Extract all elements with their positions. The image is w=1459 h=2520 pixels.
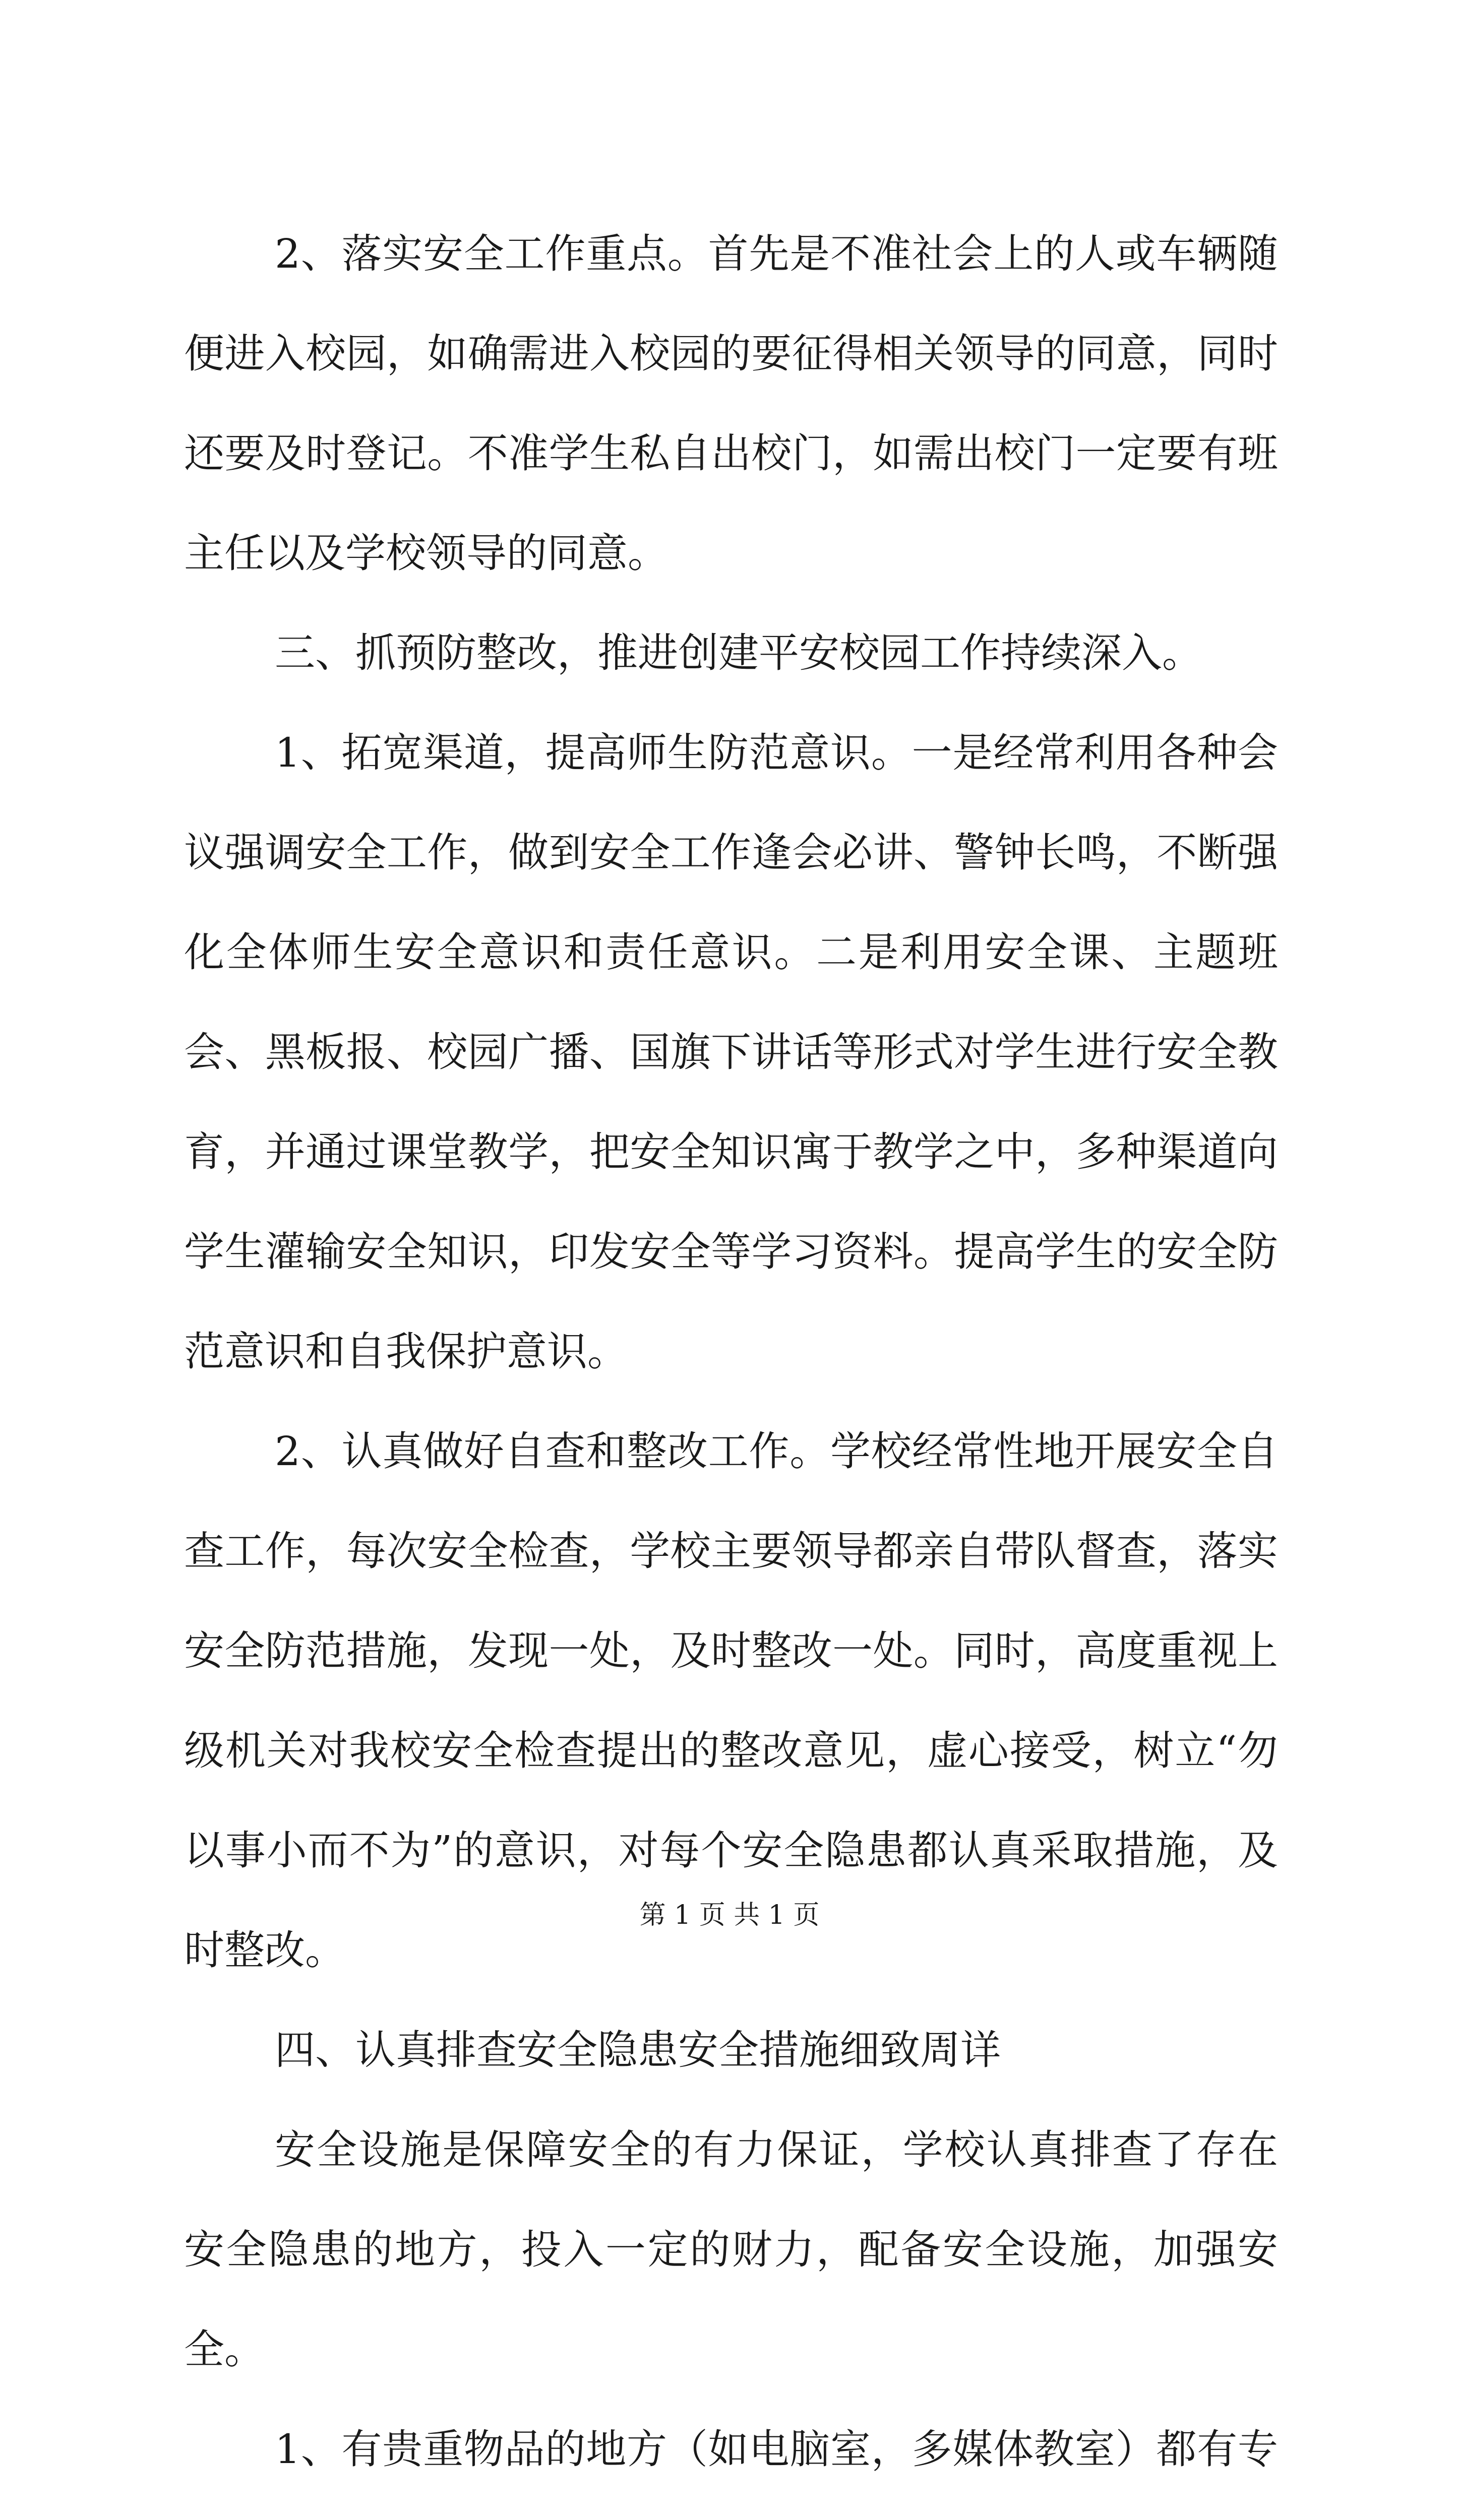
heading-section-four: 四、认真排查安全隐患安全措施细致周详 (275, 2027, 1001, 2073)
page-footer: 第 1 页 共 1 页 (639, 1900, 820, 1930)
document-body (184, 204, 1278, 2520)
heading-section-three: 三、抓预防整改，推进创建平安校园工作持续深入。 (275, 629, 1202, 676)
paragraph-self-inspection: 2、认真做好自查和整改工作。学校经常性地开展安全自查工作，每次安全检查，学校主要领导都亲自带队督查，落实安全防范措施，发现一处，及时整改一处。同时，高度重视上级机关对我校安全检查提出的整改意见，虚心接受，树立“勿以事小而不为”的意识，对每个安全隐患都认真采取措施，及时整改。 (184, 1428, 1278, 1974)
paragraph-awareness: 1、拓宽渠道，提高师生防范意识。一是经常利用各种会议强调安全工作，做到安全工作逢会必讲、警钟长鸣，不断强化全体师生安全意识和责任意识。二是利用安全课、主题班会、黑板报、校园广播、国旗下讲话等形式对学生进行安全教育，并通过课堂教学，把安全知识寓于教学之中，多种渠道向学生灌输安全知识，印发安全等学习资料。提高学生的安全防范意识和自我保护意识。 (184, 729, 1278, 1375)
paragraph-security-focus: 2、落实安全工作重点。首先是不准社会上的人或车辆随便进入校园，如确需进入校园的要征得相关领导的同意，同时还要及时登记。不准学生私自出校门，如需出校门一定要有班主任以及学校领导的同意。 (184, 230, 1278, 577)
paragraph-safety-facilities: 安全设施是保障安全的有力保证，学校认真排查了存在安全隐患的地方，投入一定的财力，配备安全设施，加强安全。 (184, 2126, 1278, 2373)
paragraph-valuables: 1、有贵重物品的地方（如电脑室，多媒体教室）都有专 (275, 2426, 1278, 2473)
